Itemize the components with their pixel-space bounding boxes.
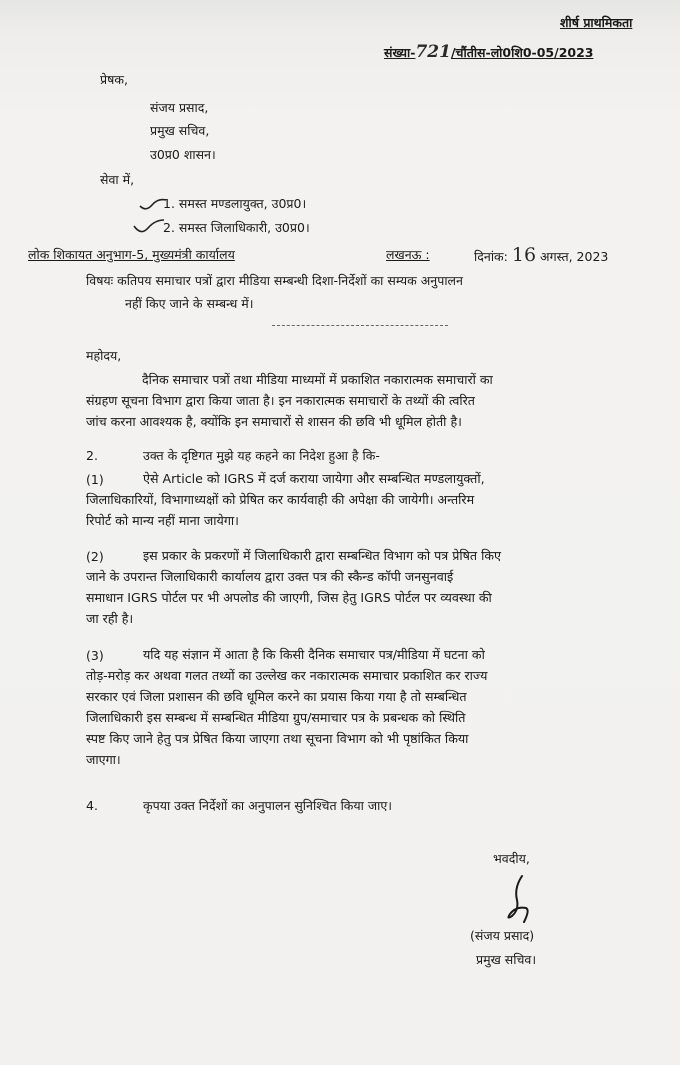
- paragraph-3: यदि यह संज्ञान में आता है कि किसी दैनिक समाचार पत्र/मीडिया में घटना को तोड़-मरोड़ कर अथवा गलत तथ्यों का उल्लेख कर नकारात्मक समाचार प्रकाशित कर राज्य सरकार एवं जिला प्रशासन की छवि धूमिल करने का प्रयास किया गया है तो सम्बन्धित जिलाधिकारी इस सम्बन्ध में सम्बन्धित मीडिया ग्रुप/समाचार पत्र के प्रबन्धक को स्थिति स्पष्ट किए जाने हेतु पत्र प्रेषित किया जाएगा तथा सूचना विभाग को भी पृष्ठांकित किया जाएगा।: [86, 647, 488, 767]
- paragraph-text: कृपया उक्त निर्देशों का अनुपालन सुनिश्चित किया जाए।: [143, 798, 393, 813]
- paragraph-number: 4.: [86, 798, 98, 813]
- paragraph-number: (2): [86, 549, 104, 564]
- recipient-item: 2. समस्त जिलाधिकारी, उ0प्र0।: [163, 220, 310, 235]
- subject-line: नहीं किए जाने के सम्बन्ध में।: [125, 296, 254, 311]
- handwritten-number: 721: [415, 42, 451, 62]
- paragraph-number: (3): [86, 648, 104, 663]
- priority-label: शीर्ष प्राथमिकता: [560, 15, 633, 30]
- paragraph-1: ऐसे Article को IGRS में दर्ज कराया जायेगा और सम्बन्धित मण्डलायुक्तों, जिलाधिकारियों, विभागाध्यक्षों को प्रेषित कर कार्यवाही की अपेक्षा की जायेगी। अन्तरिम रिपोर्ट को मान्य नहीं माना जायेगा।: [86, 471, 485, 528]
- subject-line: विषयः कतिपय समाचार पत्रों द्वारा मीडिया सम्बन्धी दिशा-निर्देशों का सम्यक अनुपालन: [86, 273, 463, 288]
- signatory-designation: प्रमुख सचिव।: [476, 952, 537, 967]
- sender-designation: प्रमुख सचिव,: [150, 123, 210, 138]
- reference-number: संख्या-721/चौंतीस-लो0शि0-05/2023: [384, 42, 594, 62]
- paragraph-number: (1): [86, 472, 104, 487]
- dispatch-place: लखनऊ :: [386, 247, 430, 262]
- sender-office: उ0प्र0 शासन।: [150, 147, 216, 162]
- dispatch-date: दिनांक: 16 अगस्त, 2023: [474, 244, 609, 266]
- section-name: लोक शिकायत अनुभाग-5, मुख्यमंत्री कार्यालय: [28, 247, 235, 262]
- recipients-label: सेवा में,: [100, 172, 135, 187]
- tick-mark-icon: [138, 196, 168, 212]
- paragraph-2: इस प्रकार के प्रकरणों में जिलाधिकारी द्वारा सम्बन्धित विभाग को पत्र प्रेषित किए जाने के उपरान्त जिलाधिकारी कार्यालय द्वारा उक्त पत्र की स्कैन्ड कॉपी जनसुनवाई समाधान IGRS पोर्टल पर भी अपलोड की जाएगी, जिस हेतु IGRS पोर्टल पर व्यवस्था की जा रही है।: [86, 548, 501, 626]
- salutation: महोदय,: [86, 348, 122, 363]
- sender-label: प्रेषक,: [100, 72, 128, 87]
- paragraph-text: उक्त के दृष्टिगत मुझे यह कहने का निदेश हुआ है कि-: [143, 448, 380, 463]
- tick-mark-icon: [132, 218, 166, 236]
- signatory-name: (संजय प्रसाद): [470, 928, 535, 943]
- intro-paragraph: दैनिक समाचार पत्रों तथा मीडिया माध्यमों में प्रकाशित नकारात्मक समाचारों का संग्रहण सूचना विभाग द्वारा किया जाता है। इन नकारात्मक समाचारों के तथ्यों की त्वरित जांच करना आवश्यक है, क्योंकि इन समाचारों से शासन की छवि भी धूमिल होती है।: [86, 372, 493, 429]
- divider: [272, 325, 448, 326]
- handwritten-date-day: 16: [511, 244, 537, 266]
- valediction: भवदीय,: [493, 851, 530, 866]
- paragraph-number: 2.: [86, 448, 98, 463]
- recipient-item: 1. समस्त मण्डलायुक्त, उ0प्र0।: [163, 196, 307, 211]
- signature-image: [500, 870, 540, 928]
- sender-name: संजय प्रसाद,: [150, 100, 209, 115]
